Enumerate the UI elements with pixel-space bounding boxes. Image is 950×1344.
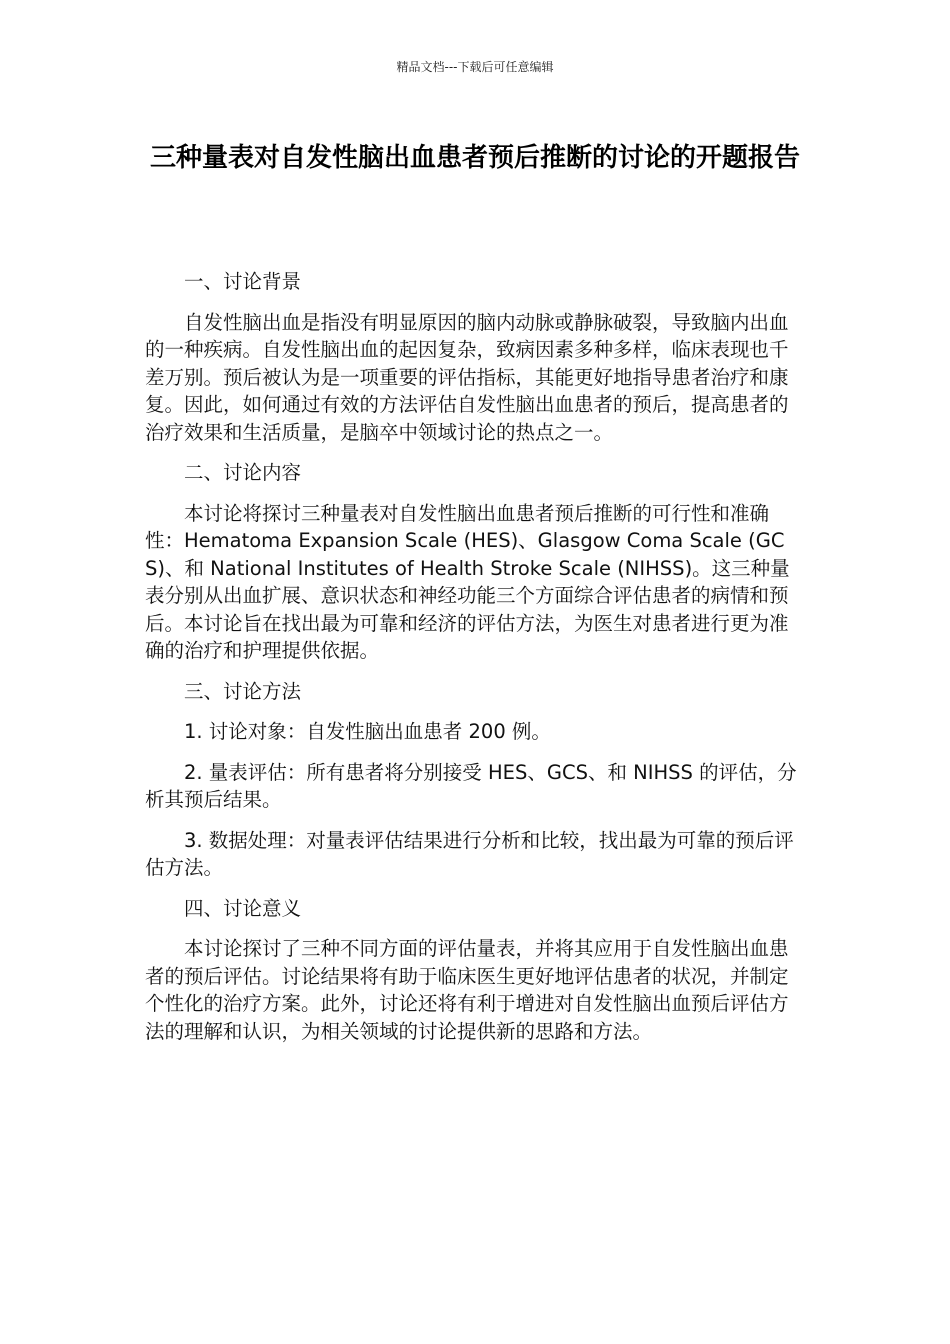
method-item-2: 2. 量表评估：所有患者将分别接受 HES、GCS、和 NIHSS 的评估，分析其预后结果。: [145, 760, 797, 811]
document-body: [145, 268, 807, 1058]
section-heading-method: 三、讨论方法: [184, 679, 302, 703]
section-heading-content: 二、讨论内容: [184, 461, 302, 484]
method-item-3: 3. 数据处理：对量表评估结果进行分析和比较，找出最为可靠的预后评估方法。: [145, 828, 794, 879]
section-body-background: 自发性脑出血是指没有明显原因的脑内动脉或静脉破裂，导致脑内出血的一种疾病。自发性脑出血的起因复杂，致病因素多种多样，临床表现也千差万别。预后被认为是一项重要的评估指标，其能更好地指导患者治疗和康复。因此，如何通过有效的方法评估自发性脑出血患者的预后，提高患者的治疗效果和生活质量，是脑卒中领域讨论的热点之一。: [145, 310, 789, 444]
method-item-1: 1. 讨论对象：自发性脑出血患者 200 例。: [184, 720, 551, 743]
page-header: 精品文档---下载后可任意编辑: [396, 60, 554, 74]
section-body-significance: 本讨论探讨了三种不同方面的评估量表，并将其应用于自发性脑出血患者的预后评估。讨论结果将有助于临床医生更好地评估患者的状况，并制定个性化的治疗方案。此外，讨论还将有利于增进对自发性脑出血预后评估方法的理解和认识，为相关领域的讨论提供新的思路和方法。: [145, 937, 789, 1043]
document-title: 三种量表对自发性脑出血患者预后推断的讨论的开题报告: [149, 143, 800, 173]
section-heading-background: 一、讨论背景: [184, 270, 302, 293]
section-body-content: 本讨论将探讨三种量表对自发性脑出血患者预后推断的可行性和准确性：Hematoma Expansion Scale (HES)、Glasgow Coma Scale (GCS)、和 National Institutes of Health Stroke Scale (NIHSS)。这三种量表分别从出血扩展、意识状态和神经功能三个方面综合评估患者的病情和预后。本讨论旨在找出最为可靠和经济的评估方法，为医生对患者进行更为准确的治疗和护理提供依据。: [145, 501, 790, 662]
section-heading-significance: 四、讨论意义: [184, 896, 302, 920]
